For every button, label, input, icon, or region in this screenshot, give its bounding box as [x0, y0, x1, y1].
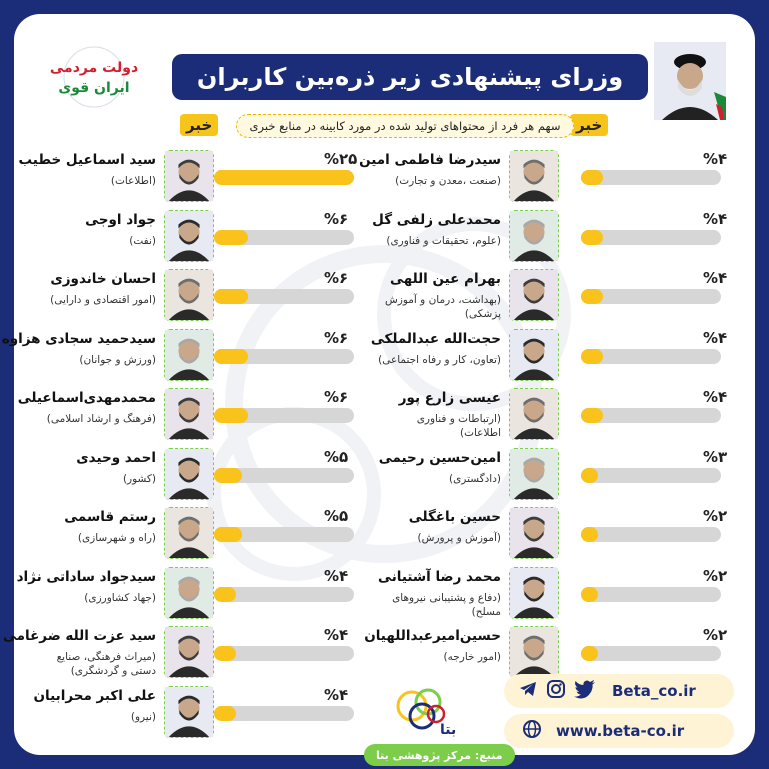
minister-row — [378, 563, 739, 621]
share-bar-track — [581, 587, 721, 602]
minister-photo — [164, 507, 214, 559]
page-title: وزرای پیشنهادی زیر ذره‌بین کاربران — [172, 54, 648, 100]
share-bar-fill — [214, 587, 236, 602]
percentage-label: %۶ — [324, 328, 349, 347]
minister-row — [14, 444, 364, 502]
minister-row — [389, 384, 739, 442]
minister-name: علی اکبر محرابیان — [33, 687, 156, 704]
share-bar-track — [214, 408, 354, 423]
infographic-card — [1, 14, 755, 762]
percentage-label: %۴ — [703, 209, 728, 228]
minister-ministry: (امور خارجه) — [443, 651, 501, 663]
minister-ministry: (فرهنگ و ارشاد اسلامی) — [46, 413, 156, 425]
left-news-label: خبر — [180, 114, 218, 136]
minister-ministry: (راه و شهرسازی) — [77, 532, 156, 544]
minister-ministry: (بهداشت، درمان و آموزش پزشکی) — [384, 294, 501, 320]
minister-row — [14, 265, 364, 323]
share-bar-track — [214, 230, 354, 245]
minister-name: حسین‌امیرعبداللهیان — [364, 628, 501, 644]
percentage-label: %۶ — [324, 388, 349, 406]
minister-name: محمد رضا آشتیانی — [378, 568, 501, 585]
minister-ministry: (ورزش و جوانان) — [79, 353, 156, 366]
percentage-label: %۵ — [324, 507, 349, 525]
share-bar-fill — [214, 230, 248, 245]
share-bar-fill — [581, 230, 603, 245]
share-bar-track — [581, 230, 721, 245]
minister-row — [14, 503, 364, 561]
minister-ministry: (اطلاعات) — [110, 175, 156, 187]
share-bar-track — [581, 349, 721, 364]
minister-name: سیدحمید سجادی هزاوه — [1, 330, 156, 347]
minister-photo — [509, 448, 559, 500]
share-bar-track — [214, 527, 354, 542]
minister-photo — [164, 388, 214, 440]
minister-row — [14, 682, 364, 740]
minister-row — [14, 563, 364, 621]
minister-photo — [509, 329, 559, 381]
share-bar-fill — [581, 646, 598, 661]
share-bar-track — [214, 289, 354, 304]
minister-ministry: (تعاون، کار و رفاه اجتماعی) — [378, 353, 501, 366]
share-bar-fill — [214, 646, 236, 661]
minister-name: بهرام عین اللهی — [390, 271, 501, 287]
subtitle: سهم هر فرد از محتواهای تولید شده در مورد کابینه در منابع خبری — [236, 114, 574, 138]
minister-photo — [509, 269, 559, 321]
minister-row — [372, 206, 739, 264]
minister-photo — [164, 329, 214, 381]
minister-ministry: (دفاع و پشتیبانی نیروهای مسلح) — [392, 591, 501, 618]
minister-ministry: (میراث فرهنگی، صنایع دستی و گردشگری) — [56, 651, 156, 677]
share-bar-track — [214, 170, 354, 185]
website-url[interactable]: www.beta-co.ir — [556, 722, 685, 740]
twitter-icon[interactable] — [574, 679, 596, 703]
right-news-label: خبر — [570, 114, 608, 136]
svg-text:دولت مردمی: دولت مردمی — [49, 60, 139, 76]
minister-name: رستم قاسمی — [64, 509, 156, 525]
share-bar-fill — [581, 170, 603, 185]
instagram-icon[interactable] — [546, 679, 566, 703]
minister-name: امین‌حسین رحیمی — [378, 449, 501, 466]
share-bar-track — [581, 289, 721, 304]
minister-row — [359, 146, 739, 204]
percentage-label: %۴ — [703, 269, 728, 287]
percentage-label: %۴ — [324, 626, 349, 644]
share-bar-fill — [214, 408, 248, 423]
minister-ministry: (دادگستری) — [448, 472, 501, 485]
percentage-label: %۲۵ — [324, 150, 358, 168]
share-bar-track — [214, 468, 354, 483]
minister-row — [389, 503, 739, 561]
share-bar-fill — [581, 349, 603, 364]
percentage-label: %۲ — [703, 566, 728, 585]
minister-name: حجت‌الله عبدالملکی — [370, 330, 501, 347]
percentage-label: %۴ — [703, 328, 728, 347]
share-bar-track — [581, 527, 721, 542]
share-bar-fill — [581, 408, 603, 423]
minister-photo — [164, 210, 214, 262]
percentage-label: %۴ — [703, 388, 728, 406]
minister-name: جواد اوجی — [85, 211, 156, 228]
share-bar-track — [581, 408, 721, 423]
minister-ministry: (نیرو) — [130, 710, 156, 723]
share-bar-track — [214, 587, 354, 602]
share-bar-fill — [214, 349, 248, 364]
share-bar-fill — [581, 468, 598, 483]
globe-icon — [522, 719, 542, 743]
minister-photo — [164, 150, 214, 202]
minister-ministry: (علوم، تحقیقات و فناوری) — [386, 234, 501, 247]
percentage-label: %۴ — [324, 685, 349, 704]
minister-ministry: (کشور) — [122, 472, 156, 485]
minister-name: حسین باغگلی — [408, 509, 501, 525]
percentage-label: %۳ — [703, 447, 728, 466]
minister-photo — [509, 507, 559, 559]
minister-name: سید عزت الله ضرغامی — [2, 628, 156, 644]
minister-ministry: (جهاد کشاورزی) — [84, 591, 156, 604]
share-bar-track — [581, 646, 721, 661]
minister-ministry: (امور اقتصادی و دارایی) — [50, 294, 156, 306]
minister-ministry: (صنعت ،معدن و تجارت) — [395, 175, 501, 187]
share-bar-fill — [214, 527, 242, 542]
minister-name: سیدجواد ساداتی نژاد — [16, 568, 156, 585]
social-handle[interactable]: Beta_co.ir — [612, 682, 696, 700]
share-bar-fill — [214, 468, 242, 483]
minister-name: سید اسماعیل خطیب — [18, 152, 156, 168]
percentage-label: %۶ — [324, 209, 349, 228]
minister-photo — [164, 269, 214, 321]
share-bar-track — [214, 349, 354, 364]
share-bar-track — [214, 706, 354, 721]
beta-logo-text: بتا — [440, 722, 457, 738]
president-photo — [654, 42, 726, 120]
minister-name: احسان خاندوزی — [50, 271, 156, 287]
telegram-icon[interactable] — [518, 679, 538, 703]
share-bar-fill — [581, 527, 598, 542]
minister-name: محمدعلی زلفی گل — [372, 211, 501, 228]
share-bar-fill — [214, 289, 248, 304]
minister-ministry: (نفت) — [129, 234, 156, 247]
share-bar-track — [214, 646, 354, 661]
minister-row — [14, 384, 364, 442]
percentage-label: %۴ — [703, 150, 728, 168]
minister-photo — [509, 210, 559, 262]
minister-name: احمد وحیدی — [76, 449, 156, 466]
percentage-label: %۲ — [703, 507, 728, 525]
source-label: منبع: مرکز پژوهشی بتا — [364, 744, 515, 766]
minister-row — [14, 146, 364, 204]
minister-row — [14, 206, 364, 264]
share-bar-fill — [581, 289, 603, 304]
minister-row — [370, 325, 739, 383]
minister-row — [378, 444, 739, 502]
percentage-label: %۲ — [703, 626, 728, 644]
minister-row — [364, 622, 739, 680]
minister-name: عیسی زارع پور — [398, 390, 501, 406]
minister-photo — [509, 150, 559, 202]
svg-text:ایران قوی: ایران قوی — [58, 80, 130, 96]
minister-photo — [164, 448, 214, 500]
minister-ministry: (ارتباطات و فناوری اطلاعات) — [416, 413, 501, 439]
minister-name: سیدرضا فاطمی امین — [359, 152, 501, 168]
share-bar-track — [581, 468, 721, 483]
minister-photo — [509, 626, 559, 678]
percentage-label: %۴ — [324, 566, 349, 585]
minister-row — [2, 622, 364, 680]
website-box[interactable] — [504, 714, 734, 748]
share-bar-fill — [214, 170, 354, 185]
minister-name: محمدمهدی‌اسماعیلی — [17, 390, 156, 406]
percentage-label: %۶ — [324, 269, 349, 287]
share-bar-fill — [581, 587, 598, 602]
minister-row — [384, 265, 739, 323]
minister-row — [1, 325, 364, 383]
percentage-label: %۵ — [324, 447, 349, 466]
minister-photo — [164, 686, 214, 738]
share-bar-fill — [214, 706, 236, 721]
minister-photo — [164, 626, 214, 678]
social-handle-box[interactable] — [504, 674, 734, 708]
government-logo — [49, 42, 139, 112]
minister-photo — [164, 567, 214, 619]
beta-logo — [382, 682, 464, 742]
minister-photo — [509, 388, 559, 440]
minister-photo — [509, 567, 559, 619]
minister-ministry: (آموزش و پرورش) — [417, 532, 501, 544]
share-bar-track — [581, 170, 721, 185]
